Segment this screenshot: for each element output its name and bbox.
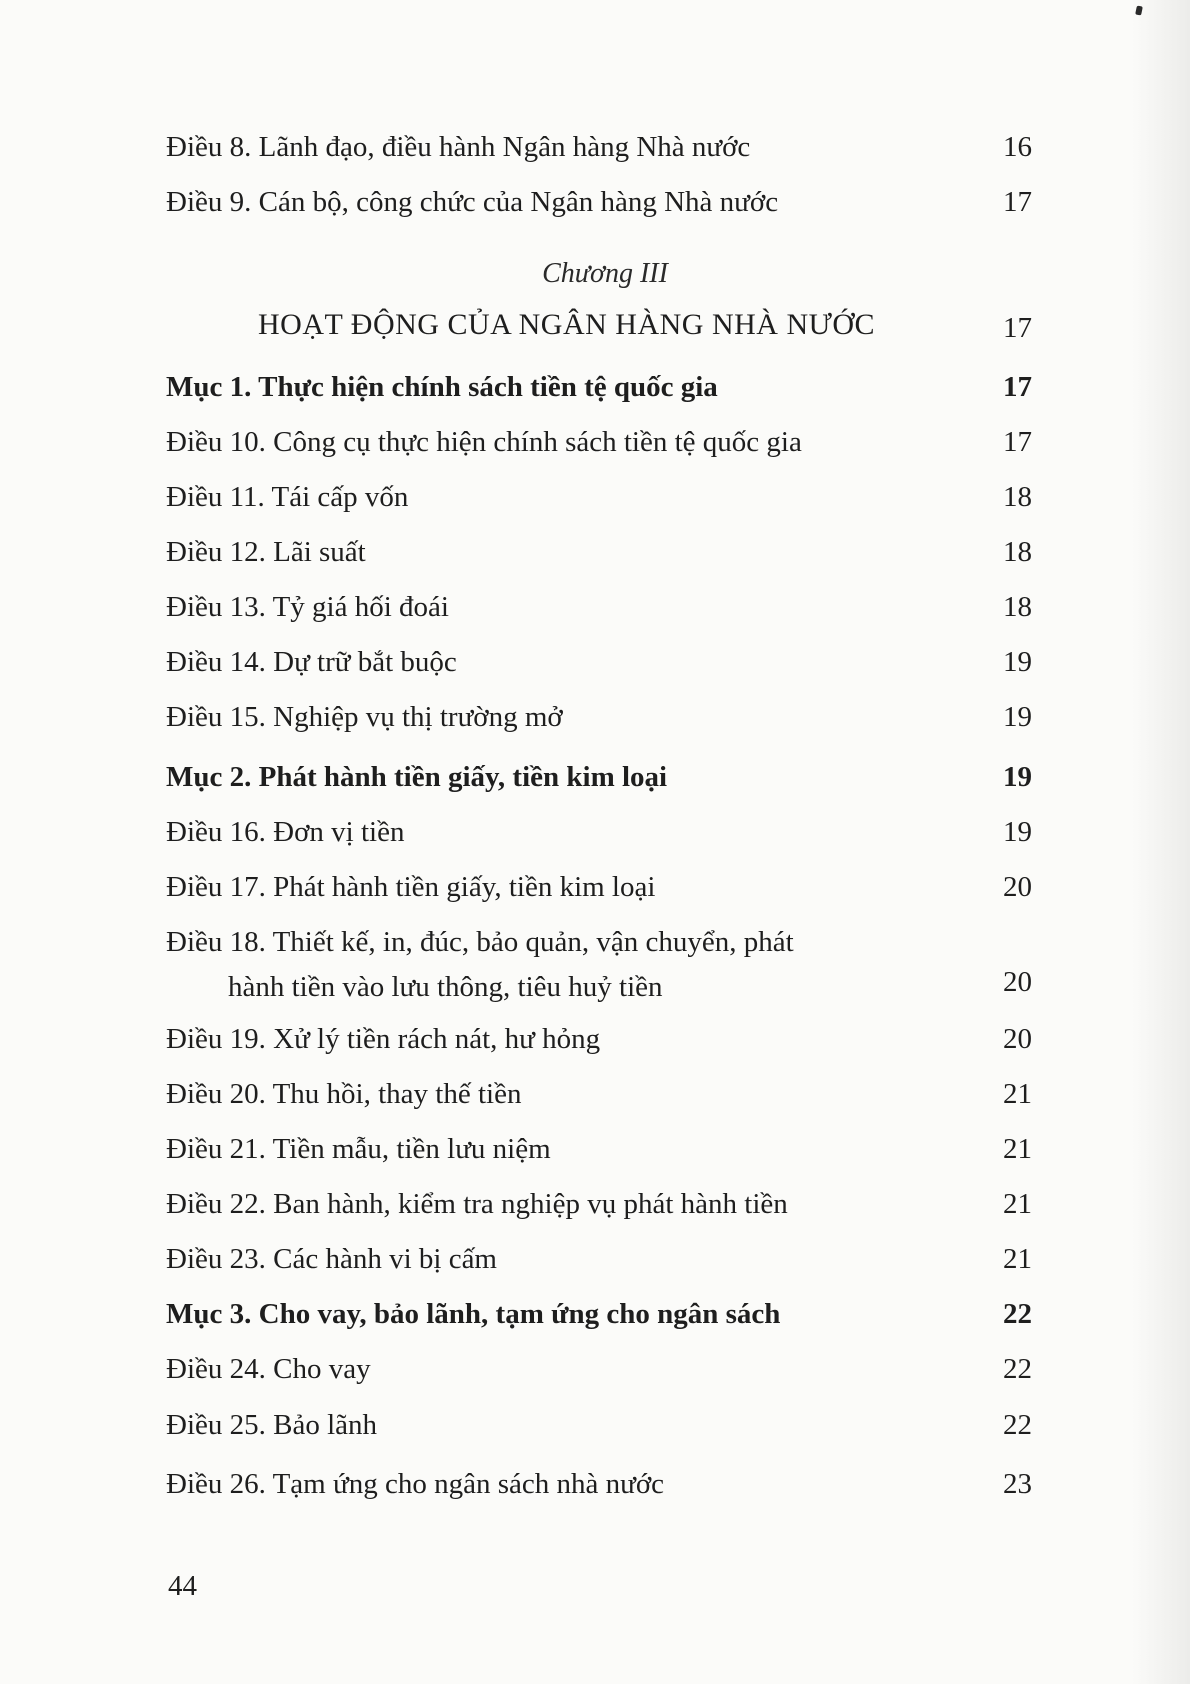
toc-entry-text: Mục 1. Thực hiện chính sách tiền tệ quốc gia [166, 371, 718, 403]
page-edge-shadow [1132, 0, 1190, 1684]
toc-entry-dieu-18 [166, 920, 1032, 1003]
toc-entry-page: 17 [1003, 371, 1032, 403]
toc-entry-page: 21 [1003, 1078, 1032, 1110]
toc-entry-text: Điều 17. Phát hành tiền giấy, tiền kim loại [166, 871, 656, 903]
toc-entry-page: 21 [1003, 1133, 1032, 1165]
toc-entry-text: Điều 22. Ban hành, kiểm tra nghiệp vụ phát hành tiền [166, 1188, 788, 1220]
toc-entry-text: Điều 16. Đơn vị tiền [166, 816, 405, 848]
toc-entry-text: Điều 10. Công cụ thực hiện chính sách tiền tệ quốc gia [166, 426, 802, 458]
toc-entry-text: Mục 3. Cho vay, bảo lãnh, tạm ứng cho ngân sách [166, 1298, 781, 1330]
toc-entry-text: Điều 12. Lãi suất [166, 536, 366, 568]
toc-entry-page: 23 [1003, 1468, 1032, 1500]
toc-entry-page: 18 [1003, 536, 1032, 568]
toc-entry-text: Điều 19. Xử lý tiền rách nát, hư hỏng [166, 1023, 601, 1055]
toc-entry-text: Điều 23. Các hành vi bị cấm [166, 1243, 497, 1275]
toc-entry-text: Điều 13. Tỷ giá hối đoái [166, 591, 449, 623]
toc-entry-page: 20 [1003, 871, 1032, 903]
chapter-page: 17 [1003, 312, 1032, 344]
toc-entry-page: 17 [1003, 186, 1032, 218]
toc-entry-page: 20 [1003, 966, 1032, 998]
toc-entry-text: Điều 21. Tiền mẫu, tiền lưu niệm [166, 1133, 551, 1165]
toc-entry-page: 20 [1003, 1023, 1032, 1055]
toc-entry-page: 19 [1003, 761, 1032, 793]
toc-entry-page: 19 [1003, 816, 1032, 848]
toc-entry-page: 19 [1003, 701, 1032, 733]
toc-entry-text [166, 920, 956, 1010]
toc-entry-text: Điều 8. Lãnh đạo, điều hành Ngân hàng Nhà nước [166, 131, 751, 163]
toc-entry-text-line1: Điều 18. Thiết kế, in, đúc, bảo quản, vận chuyển, phát [166, 926, 794, 958]
toc-entry-page: 22 [1003, 1409, 1032, 1441]
toc-entry-page: 22 [1003, 1353, 1032, 1385]
toc-entry-page: 16 [1003, 131, 1032, 163]
toc-entry-text-line2: hành tiền vào lưu thông, tiêu huỷ tiền [228, 971, 663, 1003]
toc-entry-text: Điều 26. Tạm ứng cho ngân sách nhà nước [166, 1468, 665, 1500]
toc-entry-page: 21 [1003, 1243, 1032, 1275]
toc-entry-text: Điều 9. Cán bộ, công chức của Ngân hàng Nhà nước [166, 186, 779, 218]
toc-entry-page: 18 [1003, 591, 1032, 623]
toc-entry-text: Điều 20. Thu hồi, thay thế tiền [166, 1078, 522, 1110]
toc-entry-text: Điều 14. Dự trữ bắt buộc [166, 646, 457, 678]
toc-entry-text: Điều 11. Tái cấp vốn [166, 481, 409, 513]
toc-entry-text: Điều 25. Bảo lãnh [166, 1409, 378, 1441]
chapter-label: Chương III [542, 258, 668, 289]
toc-entry-page: 22 [1003, 1298, 1032, 1330]
toc-entry-page: 18 [1003, 481, 1032, 513]
chapter-title: HOẠT ĐỘNG CỦA NGÂN HÀNG NHÀ NƯỚC [258, 308, 876, 341]
toc-entry-page: 19 [1003, 646, 1032, 678]
toc-entry-text: Điều 24. Cho vay [166, 1353, 371, 1385]
toc-entry-page: 21 [1003, 1188, 1032, 1220]
toc-entry-text: Điều 15. Nghiệp vụ thị trường mở [166, 701, 563, 733]
page-number: 44 [168, 1570, 197, 1602]
toc-entry-page: 17 [1003, 426, 1032, 458]
toc-entry-text: Mục 2. Phát hành tiền giấy, tiền kim loại [166, 761, 668, 793]
